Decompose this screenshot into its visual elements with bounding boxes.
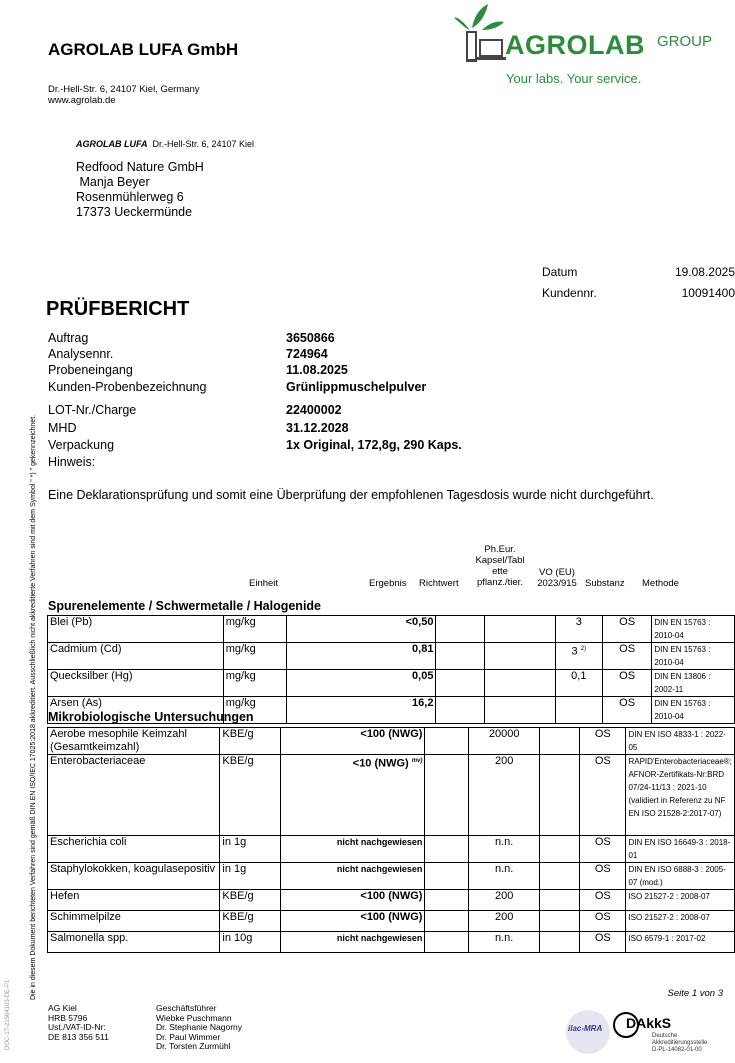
footnote-marker: mv) [411,758,423,764]
cell-parameter: Aerobe mesophile Keimzahl (Gesamtkeimzahl) [48,728,220,755]
declaration-note: Eine Deklarationsprüfung und somit eine Überprüfung der empfohlenen Tagesdosis wurde nicht durchgeführt. [48,488,654,502]
cell-richtwert [425,932,469,953]
cell-richtwert [425,836,469,863]
col-vo [532,567,582,589]
cell-pheur: 200 [469,890,540,911]
table-row [48,911,735,932]
cell-unit: in 1g [220,863,281,890]
recipient-line: Redfood Nature GmbH [76,160,204,174]
cell-parameter: Escherichia coli [48,836,220,863]
cell-unit: KBE/g [220,890,281,911]
cell-substanz: OS [580,932,626,953]
logo-wordmark: AGROLAB [505,30,645,60]
cell-substanz: OS [580,728,626,755]
cell-substanz: OS [602,616,652,643]
vo-value: 3 [571,645,578,658]
table-row [48,616,735,643]
cell-richtwert [436,697,485,724]
field-label: Auftrag [48,331,89,345]
col-pheur-line: ette [492,566,508,577]
field-value: 3650866 [286,331,335,345]
cell-method: ISO 21527-2 : 2008-07 [626,890,735,911]
cell-vo [555,697,602,724]
agrolab-logo-icon [452,2,512,68]
cell-result: 0,05 [287,670,436,697]
cell-method: DIN EN 15763 : 2010-04 [652,697,735,724]
table-row [48,890,735,911]
footer-line: Wiebke Puschmann [156,1012,232,1023]
cell-method: RAPID'Enterobacteriaceae®; AFNOR-Zertifikats-Nr:BRD 07/24-11/13 : 2021-10 (validiert in Referenz zu NF EN ISO 21528-2:2017-07) [626,755,735,836]
cell-pheur: 200 [469,911,540,932]
cell-pheur: 200 [469,755,540,836]
footer-line: HRB 5796 [48,1012,88,1023]
document-code: DOC-17-21564103-DE-P1 [5,979,11,1050]
datum-label: Datum [542,265,578,279]
col-pheur-line: Ph.Eur. [484,544,516,555]
col-richtwert: Richtwert [419,578,459,589]
table-row [48,728,735,755]
cell-richtwert [425,911,469,932]
cell-substanz: OS [580,863,626,890]
cell-unit: mg/kg [223,670,287,697]
website: www.agrolab.de [48,95,116,106]
cell-vo [555,643,602,670]
sender-line [76,139,254,149]
cell-unit: KBE/g [220,728,281,755]
datum-value: 19.08.2025 [674,265,735,279]
cell-result: 16,2 [287,697,436,724]
footer-line: DE 813 356 511 [48,1031,109,1042]
cell-unit: in 10g [220,932,281,953]
col-pheur [468,544,532,588]
col-methode: Methode [642,578,679,589]
accreditation-side-note: Die in diesem Dokument berichteten Verfahren sind gemäß DIN EN ISO/IEC 17025:2018 akkreditiert. Ausschließlich nicht akkreditierte Verfahren sind mit dem Symbol " *) " gekennzeichnet. [30,414,37,1000]
cell-pheur [485,616,556,643]
cell-vo [540,911,580,932]
cell-parameter: Salmonella spp. [48,932,220,953]
cell-vo [540,890,580,911]
cell-vo [540,755,580,836]
cell-parameter: Staphylokokken, koagulasepositiv [48,863,220,890]
cell-result: <100 (NWG) [281,728,425,755]
cell-result: 0,81 [287,643,436,670]
field-label: Analysennr. [48,347,114,361]
cell-vo [540,932,580,953]
field-label: Verpackung [48,438,115,452]
section-heading-metals: Spurenelemente / Schwermetalle / Halogenide [48,599,322,613]
field-label: Hinweis: [48,455,96,469]
cell-richtwert [436,643,485,670]
logo-group: GROUP [657,33,713,50]
dakks-subtext [652,1033,707,1054]
cell-method: ISO 6579-1 : 2017-02 [626,932,735,953]
cell-substanz: OS [580,836,626,863]
logo-tagline: Your labs. Your service. [506,71,642,86]
field-label: MHD [48,421,77,435]
section-heading-micro: Mikrobiologische Untersuchungen [48,710,254,724]
cell-result: <0,50 [287,616,436,643]
col-vo-line: VO (EU) [539,567,575,578]
footer-line: Geschäftsführer [156,1003,217,1013]
cell-richtwert [436,616,485,643]
cell-unit: mg/kg [223,643,287,670]
cell-result: <100 (NWG) [281,911,425,932]
cell-richtwert [425,755,469,836]
table-row [48,863,735,890]
field-value: 22400002 [286,403,342,417]
cell-method: DIN EN 15763 : 2010-04 [652,643,735,670]
cell-method: DIN EN 15763 : 2010-04 [652,616,735,643]
col-pheur-line: pflanz./tier. [477,577,523,588]
dakks-sub-line: D-PL-14082-01-00 [652,1047,702,1053]
cell-parameter: Hefen [48,890,220,911]
cell-result [281,755,425,836]
sender-name: AGROLAB LUFA [76,139,148,149]
sender-address: Dr.-Hell-Str. 6, 24107 Kiel [152,139,255,149]
field-value: 724964 [286,347,328,361]
field-label: LOT-Nr./Charge [48,403,137,417]
cell-vo [540,728,580,755]
footer-line: Dr. Torsten Zurmühl [156,1041,231,1051]
ilac-seal-icon [566,1010,610,1054]
cell-pheur [485,697,556,724]
recipient-address [76,160,204,220]
footer-line: AG Kiel [48,1003,77,1013]
field-value: 1x Original, 172,8g, 290 Kaps. [286,438,462,452]
footer-line: Dr. Paul Wimmer [156,1031,221,1042]
field-label: Kunden-Probenbezeichnung [48,380,207,394]
cell-parameter: Enterobacteriaceae [48,755,220,836]
company-name: AGROLAB LUFA GmbH [48,40,239,59]
cell-pheur [485,643,556,670]
recipient-line: Rosenmühlerweg 6 [76,190,184,204]
cell-substanz: OS [580,755,626,836]
page-title: PRÜFBERICHT [46,298,190,320]
cell-pheur [485,670,556,697]
dakks-sub-line: Deutsche [652,1033,678,1039]
cell-result: nicht nachgewiesen [281,836,425,863]
result-value: <10 (NWG) [352,757,409,770]
table-row [48,755,735,836]
dakks-label: DAkkS [626,1015,672,1031]
cell-method: DIN EN ISO 4833-1 : 2022-05 [626,728,735,755]
cell-substanz: OS [580,890,626,911]
cell-richtwert [436,670,485,697]
cell-substanz: OS [602,697,652,724]
table-row [48,932,735,953]
page-number: Seite 1 von 3 [667,988,723,999]
table-row [48,836,735,863]
micro-table [47,727,735,953]
cell-result: <100 (NWG) [281,890,425,911]
cell-method: DIN EN ISO 6888-3 : 2005-07 (mod.) [626,863,735,890]
dakks-sub-line: Akkreditierungsstelle [652,1040,708,1046]
footer-line: Ust./VAT-ID-Nr: [48,1022,106,1032]
col-einheit: Einheit [249,578,279,589]
recipient-line: Manja Beyer [76,175,150,189]
cell-parameter: Quecksilber (Hg) [48,670,224,697]
footer-registry [48,1004,109,1042]
col-ergebnis: Ergebnis [369,578,407,589]
table-row [48,670,735,697]
cell-method: ISO 21527-2 : 2008-07 [626,911,735,932]
cell-method: DIN EN ISO 16649-3 : 2018-01 [626,836,735,863]
address-line: Dr.-Hell-Str. 6, 24107 Kiel, Germany [48,84,200,95]
cell-parameter: Arsen (As) [48,697,224,724]
footnote-marker: 2) [580,646,587,652]
company-address [48,84,200,106]
cell-pheur: n.n. [469,863,540,890]
cell-unit: mg/kg [223,616,287,643]
cell-substanz: OS [602,643,652,670]
cell-method: DIN EN 13806 : 2002-11 [652,670,735,697]
field-value: 31.12.2028 [286,421,349,435]
cell-result: nicht nachgewiesen [281,863,425,890]
cell-richtwert [425,728,469,755]
cell-unit: in 1g [220,836,281,863]
field-value: Grünlippmuschelpulver [286,380,427,394]
cell-richtwert [425,863,469,890]
cell-richtwert [425,890,469,911]
kundennr-value: 10091400 [681,286,735,300]
footer-line: Dr. Stephanie Nagorny [156,1022,242,1032]
cell-vo: 3 [555,616,602,643]
cell-substanz: OS [580,911,626,932]
table-row [48,643,735,670]
metals-table [47,615,735,724]
recipient-line: 17373 Ueckermünde [76,205,193,219]
cell-unit: KBE/g [220,911,281,932]
cell-unit: mg/kg [223,697,287,724]
field-label: Probeneingang [48,363,133,377]
cell-parameter: Blei (Pb) [48,616,224,643]
cell-pheur: n.n. [469,932,540,953]
cell-pheur: n.n. [469,836,540,863]
ilac-label: ilac-MRA [568,1024,603,1033]
cell-substanz: OS [602,670,652,697]
footer-management [156,1004,242,1052]
cell-vo [540,863,580,890]
cell-unit: KBE/g [220,755,281,836]
cell-result: nicht nachgewiesen [281,932,425,953]
cell-vo [540,836,580,863]
cell-parameter: Cadmium (Cd) [48,643,224,670]
col-vo-line: 2023/915 [537,578,577,589]
kundennr-label: Kundennr. [542,286,597,300]
field-value: 11.08.2025 [286,363,348,377]
cell-vo: 0,1 [555,670,602,697]
col-substanz: Substanz [585,578,625,589]
cell-pheur: 20000 [469,728,540,755]
cell-parameter: Schimmelpilze [48,911,220,932]
col-pheur-line: Kapsel/Tabl [475,555,525,566]
